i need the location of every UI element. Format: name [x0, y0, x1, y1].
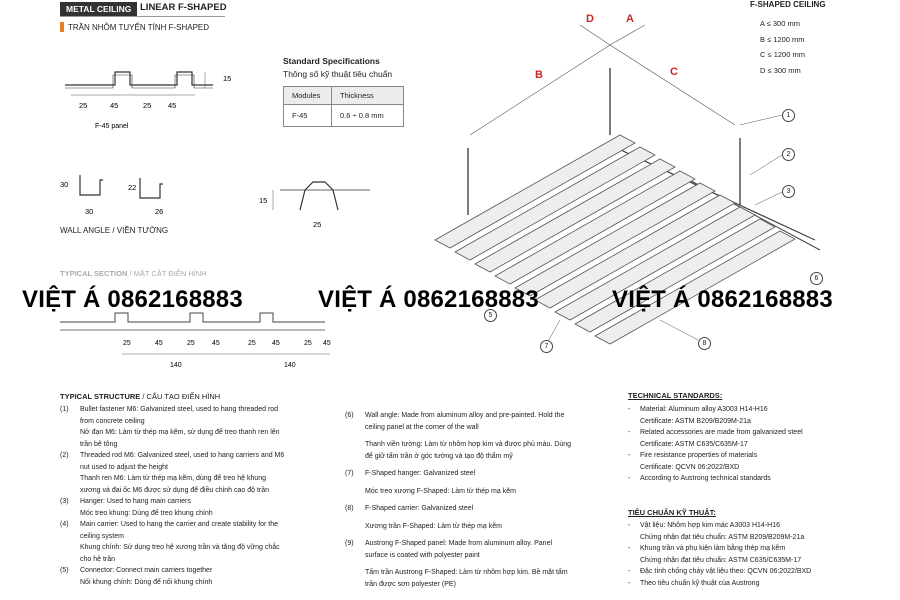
section-dim-2: 25	[187, 340, 195, 347]
header-tag: METAL CEILING	[60, 2, 137, 16]
label-c: C	[670, 66, 678, 78]
panel-dim-2: 25	[143, 101, 152, 110]
subtitle: TRẦN NHÔM TUYẾN TÍNH F-SHAPED	[68, 23, 210, 32]
list-item: (7) F-Shaped hanger: Galvanized steel Móc treo xương F-Shaped: Làm từ thép mạ kẽm	[345, 470, 516, 495]
section-dim-6: 25	[304, 340, 312, 347]
carrier-width: 25	[313, 220, 322, 229]
callout-3: 3	[782, 185, 795, 198]
table-row	[284, 105, 404, 127]
section-total-0: 140	[170, 362, 182, 369]
section-dim-5: 45	[272, 340, 280, 347]
list-item: - Theo tiêu chuẩn kỹ thuật của Austrong	[628, 579, 760, 587]
list-item: - Material: Aluminum alloy A3003 H14-H16 Certificate: ASTM B209/B209M-21a	[628, 406, 768, 425]
callout-8: 8	[698, 337, 711, 350]
section-dim-4: 25	[248, 340, 256, 347]
subtitle-marker	[60, 22, 64, 32]
section-dim-7: 45	[323, 340, 331, 347]
list-item: - Vật liệu: Nhôm hợp kim mác A3003 H14-H16 Chứng nhận đạt tiêu chuẩn: ASTM B209/B209M-21a	[628, 522, 805, 541]
carrier-drawing	[255, 180, 375, 235]
callout-5: 5	[484, 309, 497, 322]
diagram-title: F-SHAPED CEILING	[750, 0, 826, 9]
spec-title-vi: Thông số kỹ thuật tiêu chuẩn	[283, 69, 393, 79]
spec-header-thickness: Thickness	[332, 87, 404, 105]
wall-angle-a-height: 30	[60, 180, 69, 189]
wall-angle-caption: WALL ANGLE / VIỀN TƯỜNG	[60, 226, 169, 235]
header-title: LINEAR F-SHAPED	[140, 2, 227, 13]
carrier-height: 15	[259, 196, 268, 205]
wall-angle-b-height: 22	[128, 183, 137, 192]
list-item: - According to Austrong technical standards	[628, 475, 771, 482]
typical-section-drawing	[60, 310, 350, 375]
structure-list-left	[60, 404, 335, 588]
typical-section-title: TYPICAL SECTION / MẶT CẮT ĐIỂN HÌNH	[60, 269, 207, 278]
panel-caption: F-45 panel	[95, 123, 129, 130]
callout-2: 2	[782, 148, 795, 161]
standards-title-en: TECHNICAL STANDARDS:	[628, 391, 723, 400]
list-item: (9) Austrong F-Shaped panel: Made from aluminum alloy. Panel surface is coated with polyester paint Tấm trần Austrong F-Shaped: Làm từ nhôm hợp kim. Bề mặt tấm trần được sơn polyester (PE)	[345, 540, 568, 588]
structure-list-middle	[345, 410, 613, 590]
list-item: - Related accessories are made from galvanized steel Certificate: ASTM C635/C635M-17	[628, 429, 803, 448]
list-item: (6) Wall angle: Made from aluminum alloy and pre-painted. Hold the ceiling panel at the corner of the wall Thanh viền tường: Làm từ nhôm hợp kim và được phủ màu. Dùng để giữ tấm trần ở góc tường và tạo độ thẩm mỹ	[345, 412, 572, 460]
dim-b: B ≤ 1200 mm	[760, 34, 805, 44]
panel-dim-1: 45	[110, 101, 119, 110]
list-item: (1) Bullet fastener M6: Galvanized steel, used to hang threaded rod from concrete ceiling Nở đạn M6: Làm từ thép mạ kẽm, sử dụng để treo thanh ren lên trần bê tông	[60, 406, 280, 448]
section-dim-3: 45	[212, 340, 220, 347]
list-item: - Đặc tính chống cháy vật liệu theo: QCVN 06:2022/BXD	[628, 568, 812, 575]
standards-list-en	[628, 404, 893, 485]
panel-dim-3: 45	[168, 101, 177, 110]
panel-height-label: 15	[223, 74, 232, 83]
list-item: (8) F-Shaped carrier: Galvanized steel Xương trần F-Shaped: Làm từ thép mạ kẽm	[345, 505, 502, 530]
dim-a: A ≤ 300 mm	[760, 19, 800, 28]
spec-title-en: Standard Specifications	[283, 56, 380, 66]
standards-list-vi	[628, 520, 893, 589]
list-item: - Fire resistance properties of materials Certificate: QCVN 06:2022/BXD	[628, 452, 758, 471]
wall-angle-a-width: 30	[85, 207, 94, 216]
callout-7: 7	[540, 340, 553, 353]
callout-6: 6	[810, 272, 823, 285]
dim-c: C ≤ 1200 mm	[760, 50, 805, 59]
list-item: (2) Threaded rod M6: Galvanized steel, used to hang carriers and M6 nut used to adjust the height Thanh ren M6: Làm từ thép mạ kẽm, dùng để treo hệ khung xương và đai ốc M6 được sử dụng để điều chỉnh cao độ trần	[60, 452, 285, 494]
wall-angle-drawing	[55, 170, 185, 220]
label-a: A	[626, 13, 634, 25]
label-d: D	[586, 13, 594, 25]
list-item: (4) Main carrier: Used to hang the carrier and create stability for the ceiling system Khung chính: Sử dụng treo hệ xương trần và tăng độ vững chắc cho hệ trần	[60, 521, 280, 563]
spec-cell-thickness: 0.6 ÷ 0.8 mm	[332, 105, 404, 127]
spec-header-modules: Modules	[284, 87, 332, 105]
callout-1: 1	[782, 109, 795, 122]
list-item: - Khung trần và phụ kiện làm bằng thép mạ kẽm Chứng nhận đạt tiêu chuẩn: ASTM C635/C635M-17	[628, 545, 802, 564]
standards-title-vi: TIÊU CHUẨN KỸ THUẬT:	[628, 508, 716, 517]
panel-profile-drawing	[55, 60, 275, 135]
panel-dim-0: 25	[79, 101, 88, 110]
header-divider	[60, 16, 225, 17]
section-total-1: 140	[284, 362, 296, 369]
spec-table	[283, 86, 404, 127]
watermark-text: VIỆT Á 0862168883	[22, 286, 243, 313]
wall-angle-b-width: 26	[155, 207, 164, 216]
spec-cell-module: F-45	[284, 105, 332, 127]
structure-title: TYPICAL STRUCTURE / CẤU TẠO ĐIỂN HÌNH	[60, 392, 221, 401]
section-dim-0: 25	[123, 340, 131, 347]
list-item: (3) Hanger: Used to hang main carriers Móc treo khung: Dùng để treo khung chính	[60, 498, 213, 517]
watermark-text: VIỆT Á 0862168883	[318, 286, 539, 313]
watermark-text: VIỆT Á 0862168883	[612, 286, 833, 313]
section-dim-1: 45	[155, 340, 163, 347]
dim-d: D ≤ 300 mm	[760, 65, 801, 75]
list-item: (5) Connector: Connect main carriers together Nối khung chính: Dùng để nối khung chính	[60, 567, 213, 586]
label-b: B	[535, 69, 543, 81]
